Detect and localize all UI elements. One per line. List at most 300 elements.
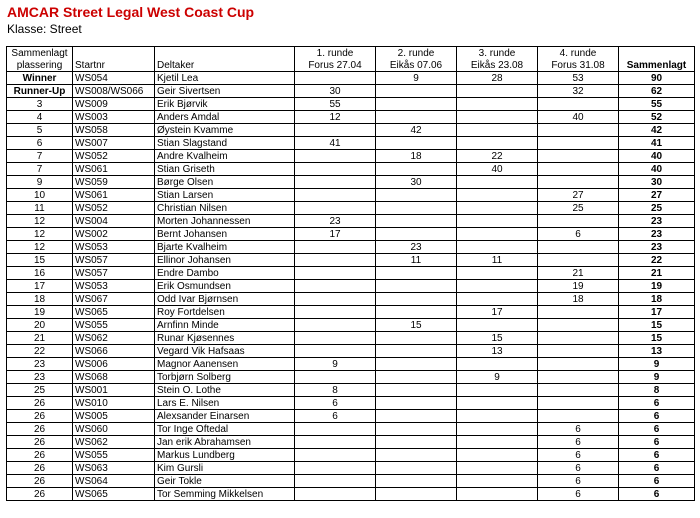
cell-round4: 6	[538, 423, 619, 436]
cell-startnr: WS052	[73, 150, 155, 163]
cell-startnr: WS052	[73, 202, 155, 215]
cell-placement: 26	[7, 423, 73, 436]
cell-round2	[376, 111, 457, 124]
table-row	[7, 462, 695, 475]
cell-round4	[538, 163, 619, 176]
header-round3-name: 3. runde	[457, 47, 538, 60]
cell-startnr: WS064	[73, 475, 155, 488]
cell-total: 6	[619, 488, 695, 501]
results-table	[6, 46, 695, 501]
cell-round4	[538, 384, 619, 397]
cell-participant: Alexsander Einarsen	[155, 410, 295, 423]
cell-startnr: WS055	[73, 449, 155, 462]
cell-round4: 40	[538, 111, 619, 124]
cell-round4	[538, 241, 619, 254]
cell-total: 55	[619, 98, 695, 111]
cell-total: 90	[619, 72, 695, 85]
table-row	[7, 189, 695, 202]
cell-total: 6	[619, 410, 695, 423]
cell-placement: 26	[7, 488, 73, 501]
cell-round1: 12	[295, 111, 376, 124]
cell-total: 42	[619, 124, 695, 137]
header-round1-name: 1. runde	[295, 47, 376, 60]
cell-placement: 26	[7, 449, 73, 462]
cell-participant: Torbjørn Solberg	[155, 371, 295, 384]
cell-round4	[538, 358, 619, 371]
cell-participant: Kim Gursli	[155, 462, 295, 475]
cell-participant: Morten Johannessen	[155, 215, 295, 228]
cell-round1	[295, 267, 376, 280]
cell-round3	[457, 85, 538, 98]
cell-round1: 23	[295, 215, 376, 228]
cell-startnr: WS055	[73, 319, 155, 332]
cell-placement: 11	[7, 202, 73, 215]
cell-total: 15	[619, 332, 695, 345]
cell-startnr: WS067	[73, 293, 155, 306]
cell-round4: 6	[538, 475, 619, 488]
cell-participant: Tor Inge Oftedal	[155, 423, 295, 436]
cell-placement: 7	[7, 150, 73, 163]
table-row	[7, 72, 695, 85]
cell-placement: 6	[7, 137, 73, 150]
cell-round1	[295, 254, 376, 267]
cell-placement: Runner-Up	[7, 85, 73, 98]
cell-placement: 16	[7, 267, 73, 280]
cell-placement: 7	[7, 163, 73, 176]
cell-round3	[457, 228, 538, 241]
cell-total: 62	[619, 85, 695, 98]
cell-startnr: WS066	[73, 345, 155, 358]
cell-round1: 9	[295, 358, 376, 371]
cell-total: 23	[619, 228, 695, 241]
cell-round3	[457, 111, 538, 124]
table-row	[7, 397, 695, 410]
cell-round4: 25	[538, 202, 619, 215]
header-participant-top	[155, 47, 295, 60]
cell-placement: 12	[7, 241, 73, 254]
cell-startnr: WS002	[73, 228, 155, 241]
cell-participant: Erik Bjørvik	[155, 98, 295, 111]
cell-startnr: WS007	[73, 137, 155, 150]
cell-round1	[295, 280, 376, 293]
cell-startnr: WS062	[73, 332, 155, 345]
cell-round2	[376, 163, 457, 176]
cell-participant: Stian Griseth	[155, 163, 295, 176]
cell-participant: Stein O. Lothe	[155, 384, 295, 397]
table-row	[7, 384, 695, 397]
cell-round3	[457, 384, 538, 397]
cell-round1	[295, 319, 376, 332]
cell-round4	[538, 306, 619, 319]
cell-participant: Børge Olsen	[155, 176, 295, 189]
table-row	[7, 358, 695, 371]
cell-participant: Andre Kvalheim	[155, 150, 295, 163]
cell-round1	[295, 488, 376, 501]
cell-participant: Arnfinn Minde	[155, 319, 295, 332]
cell-placement: 21	[7, 332, 73, 345]
cell-round2	[376, 449, 457, 462]
cell-round1	[295, 371, 376, 384]
cell-round2	[376, 228, 457, 241]
cell-round1	[295, 345, 376, 358]
table-row	[7, 228, 695, 241]
cell-participant: Kjetil Lea	[155, 72, 295, 85]
cell-round3: 9	[457, 371, 538, 384]
cell-round4: 53	[538, 72, 619, 85]
cell-round4: 32	[538, 85, 619, 98]
cell-startnr: WS057	[73, 267, 155, 280]
cell-round3: 40	[457, 163, 538, 176]
cell-startnr: WS057	[73, 254, 155, 267]
cell-round4	[538, 410, 619, 423]
cell-round3	[457, 215, 538, 228]
table-row	[7, 267, 695, 280]
cell-round1	[295, 332, 376, 345]
cell-round2: 15	[376, 319, 457, 332]
cell-total: 9	[619, 371, 695, 384]
cell-round2: 18	[376, 150, 457, 163]
header-total-top	[619, 47, 695, 60]
cell-round3	[457, 98, 538, 111]
cell-round1	[295, 462, 376, 475]
cell-placement: 26	[7, 397, 73, 410]
cell-startnr: WS065	[73, 488, 155, 501]
header-round3-venue: Eikås 23.08	[457, 59, 538, 72]
cell-placement: 26	[7, 475, 73, 488]
cell-round4: 6	[538, 462, 619, 475]
cell-participant: Vegard Vik Hafsaas	[155, 345, 295, 358]
table-row	[7, 436, 695, 449]
cell-startnr: WS059	[73, 176, 155, 189]
cell-round1: 6	[295, 397, 376, 410]
cell-round2	[376, 436, 457, 449]
table-row	[7, 423, 695, 436]
cell-round3: 17	[457, 306, 538, 319]
cell-round3	[457, 436, 538, 449]
cell-total: 6	[619, 423, 695, 436]
cell-round1: 6	[295, 410, 376, 423]
cell-participant: Stian Larsen	[155, 189, 295, 202]
cell-startnr: WS053	[73, 241, 155, 254]
cell-round1	[295, 423, 376, 436]
cell-total: 6	[619, 436, 695, 449]
cell-placement: 26	[7, 410, 73, 423]
cell-round2	[376, 462, 457, 475]
cell-round3	[457, 176, 538, 189]
cell-total: 19	[619, 280, 695, 293]
cell-placement: 4	[7, 111, 73, 124]
cell-startnr: WS053	[73, 280, 155, 293]
class-label: Klasse: Street	[7, 22, 82, 36]
page-title: AMCAR Street Legal West Coast Cup	[7, 4, 255, 20]
cell-round4	[538, 332, 619, 345]
cell-participant: Odd Ivar Bjørnsen	[155, 293, 295, 306]
cell-placement: 17	[7, 280, 73, 293]
cell-round2	[376, 280, 457, 293]
cell-total: 30	[619, 176, 695, 189]
cell-round3	[457, 397, 538, 410]
cell-placement: 9	[7, 176, 73, 189]
table-row	[7, 280, 695, 293]
cell-placement: 23	[7, 358, 73, 371]
table-row	[7, 293, 695, 306]
table-row	[7, 449, 695, 462]
cell-round4	[538, 215, 619, 228]
cell-startnr: WS062	[73, 436, 155, 449]
cell-startnr: WS008/WS066	[73, 85, 155, 98]
table-row	[7, 176, 695, 189]
cell-round1	[295, 241, 376, 254]
table-row	[7, 475, 695, 488]
cell-placement: 3	[7, 98, 73, 111]
cell-round2	[376, 137, 457, 150]
cell-round4	[538, 254, 619, 267]
cell-round2: 42	[376, 124, 457, 137]
cell-total: 6	[619, 475, 695, 488]
cell-round2	[376, 488, 457, 501]
cell-startnr: WS009	[73, 98, 155, 111]
results-body	[7, 72, 695, 501]
cell-placement: 26	[7, 462, 73, 475]
cell-round4	[538, 345, 619, 358]
cell-total: 23	[619, 241, 695, 254]
cell-round3	[457, 267, 538, 280]
table-row	[7, 98, 695, 111]
table-row	[7, 319, 695, 332]
cell-round3	[457, 462, 538, 475]
cell-round2	[376, 189, 457, 202]
cell-placement: 22	[7, 345, 73, 358]
cell-round2: 11	[376, 254, 457, 267]
cell-round4: 21	[538, 267, 619, 280]
cell-participant: Bernt Johansen	[155, 228, 295, 241]
cell-round2	[376, 397, 457, 410]
cell-round2: 23	[376, 241, 457, 254]
cell-round3	[457, 137, 538, 150]
cell-round2: 9	[376, 72, 457, 85]
cell-total: 6	[619, 397, 695, 410]
header-placement-line1: Sammenlagt	[7, 47, 73, 60]
cell-round2	[376, 293, 457, 306]
cell-startnr: WS058	[73, 124, 155, 137]
cell-round1	[295, 293, 376, 306]
table-row	[7, 254, 695, 267]
cell-startnr: WS061	[73, 163, 155, 176]
cell-placement: 12	[7, 215, 73, 228]
cell-round3: 11	[457, 254, 538, 267]
cell-placement: 26	[7, 436, 73, 449]
cell-round3	[457, 241, 538, 254]
cell-placement: 12	[7, 228, 73, 241]
cell-round1	[295, 150, 376, 163]
header-round4-name: 4. runde	[538, 47, 619, 60]
table-row	[7, 345, 695, 358]
cell-total: 23	[619, 215, 695, 228]
cell-placement: 25	[7, 384, 73, 397]
cell-round3	[457, 319, 538, 332]
cell-startnr: WS063	[73, 462, 155, 475]
cell-total: 27	[619, 189, 695, 202]
cell-round1	[295, 449, 376, 462]
cell-round4: 6	[538, 488, 619, 501]
cell-total: 8	[619, 384, 695, 397]
cell-participant: Tor Semming Mikkelsen	[155, 488, 295, 501]
cell-participant: Bjarte Kvalheim	[155, 241, 295, 254]
cell-startnr: WS010	[73, 397, 155, 410]
cell-placement: 20	[7, 319, 73, 332]
table-row	[7, 332, 695, 345]
cell-startnr: WS065	[73, 306, 155, 319]
cell-round2	[376, 410, 457, 423]
cell-participant: Erik Osmundsen	[155, 280, 295, 293]
cell-round3	[457, 293, 538, 306]
cell-participant: Roy Fortdelsen	[155, 306, 295, 319]
cell-round4: 27	[538, 189, 619, 202]
table-row	[7, 410, 695, 423]
cell-participant: Øystein Kvamme	[155, 124, 295, 137]
cell-participant: Markus Lundberg	[155, 449, 295, 462]
cell-round4: 6	[538, 436, 619, 449]
cell-total: 21	[619, 267, 695, 280]
cell-round1	[295, 436, 376, 449]
cell-total: 18	[619, 293, 695, 306]
cell-round4: 18	[538, 293, 619, 306]
cell-round1: 8	[295, 384, 376, 397]
cell-round3	[457, 488, 538, 501]
cell-round4	[538, 176, 619, 189]
cell-round3	[457, 189, 538, 202]
cell-round3	[457, 449, 538, 462]
cell-startnr: WS054	[73, 72, 155, 85]
table-row	[7, 488, 695, 501]
cell-round1: 41	[295, 137, 376, 150]
cell-round2: 30	[376, 176, 457, 189]
cell-total: 9	[619, 358, 695, 371]
cell-round2	[376, 345, 457, 358]
table-row	[7, 85, 695, 98]
cell-total: 25	[619, 202, 695, 215]
cell-round1	[295, 124, 376, 137]
cell-round1	[295, 306, 376, 319]
cell-participant: Endre Dambo	[155, 267, 295, 280]
cell-total: 6	[619, 449, 695, 462]
cell-total: 6	[619, 462, 695, 475]
cell-round4	[538, 98, 619, 111]
cell-placement: 15	[7, 254, 73, 267]
cell-round3	[457, 475, 538, 488]
cell-participant: Lars E. Nilsen	[155, 397, 295, 410]
cell-round3	[457, 124, 538, 137]
cell-round4	[538, 137, 619, 150]
cell-startnr: WS006	[73, 358, 155, 371]
table-row	[7, 241, 695, 254]
table-row	[7, 137, 695, 150]
cell-startnr: WS061	[73, 189, 155, 202]
cell-round3	[457, 423, 538, 436]
cell-round3	[457, 410, 538, 423]
table-row	[7, 202, 695, 215]
table-row	[7, 124, 695, 137]
cell-round2	[376, 332, 457, 345]
table-row	[7, 150, 695, 163]
cell-participant: Stian Slagstand	[155, 137, 295, 150]
cell-total: 40	[619, 150, 695, 163]
header-round2-venue: Eikås 07.06	[376, 59, 457, 72]
cell-participant: Anders Amdal	[155, 111, 295, 124]
header-row-1	[7, 47, 695, 60]
cell-participant: Magnor Aanensen	[155, 358, 295, 371]
cell-round1	[295, 163, 376, 176]
cell-round2	[376, 215, 457, 228]
cell-round1: 55	[295, 98, 376, 111]
cell-round3	[457, 358, 538, 371]
header-row-2	[7, 59, 695, 72]
cell-round1	[295, 189, 376, 202]
cell-round4	[538, 150, 619, 163]
cell-startnr: WS060	[73, 423, 155, 436]
cell-round1	[295, 202, 376, 215]
cell-participant: Ellinor Johansen	[155, 254, 295, 267]
cell-placement: 10	[7, 189, 73, 202]
cell-round2	[376, 98, 457, 111]
cell-round1	[295, 72, 376, 85]
cell-round2	[376, 85, 457, 98]
cell-round3	[457, 280, 538, 293]
table-row	[7, 306, 695, 319]
cell-participant: Geir Tokle	[155, 475, 295, 488]
cell-total: 17	[619, 306, 695, 319]
cell-round3: 13	[457, 345, 538, 358]
cell-total: 40	[619, 163, 695, 176]
table-row	[7, 371, 695, 384]
cell-total: 13	[619, 345, 695, 358]
cell-placement: 19	[7, 306, 73, 319]
header-round1-venue: Forus 27.04	[295, 59, 376, 72]
header-startnr-top	[73, 47, 155, 60]
header-round2-name: 2. runde	[376, 47, 457, 60]
cell-total: 22	[619, 254, 695, 267]
cell-startnr: WS001	[73, 384, 155, 397]
cell-total: 15	[619, 319, 695, 332]
cell-round1: 30	[295, 85, 376, 98]
cell-round2	[376, 267, 457, 280]
cell-round2	[376, 384, 457, 397]
cell-round4: 6	[538, 449, 619, 462]
cell-startnr: WS068	[73, 371, 155, 384]
cell-round2	[376, 371, 457, 384]
header-startnr: Startnr	[73, 59, 155, 72]
cell-total: 52	[619, 111, 695, 124]
cell-round2	[376, 306, 457, 319]
header-participant: Deltaker	[155, 59, 295, 72]
cell-placement: 5	[7, 124, 73, 137]
cell-round2	[376, 423, 457, 436]
header-total: Sammenlagt	[619, 59, 695, 72]
table-row	[7, 163, 695, 176]
cell-round4: 19	[538, 280, 619, 293]
cell-round4	[538, 397, 619, 410]
cell-startnr: WS003	[73, 111, 155, 124]
cell-placement: 23	[7, 371, 73, 384]
cell-round3	[457, 202, 538, 215]
cell-placement: 18	[7, 293, 73, 306]
cell-round1: 17	[295, 228, 376, 241]
cell-round2	[376, 475, 457, 488]
cell-participant: Christian Nilsen	[155, 202, 295, 215]
cell-round4: 6	[538, 228, 619, 241]
cell-round1	[295, 475, 376, 488]
table-row	[7, 111, 695, 124]
